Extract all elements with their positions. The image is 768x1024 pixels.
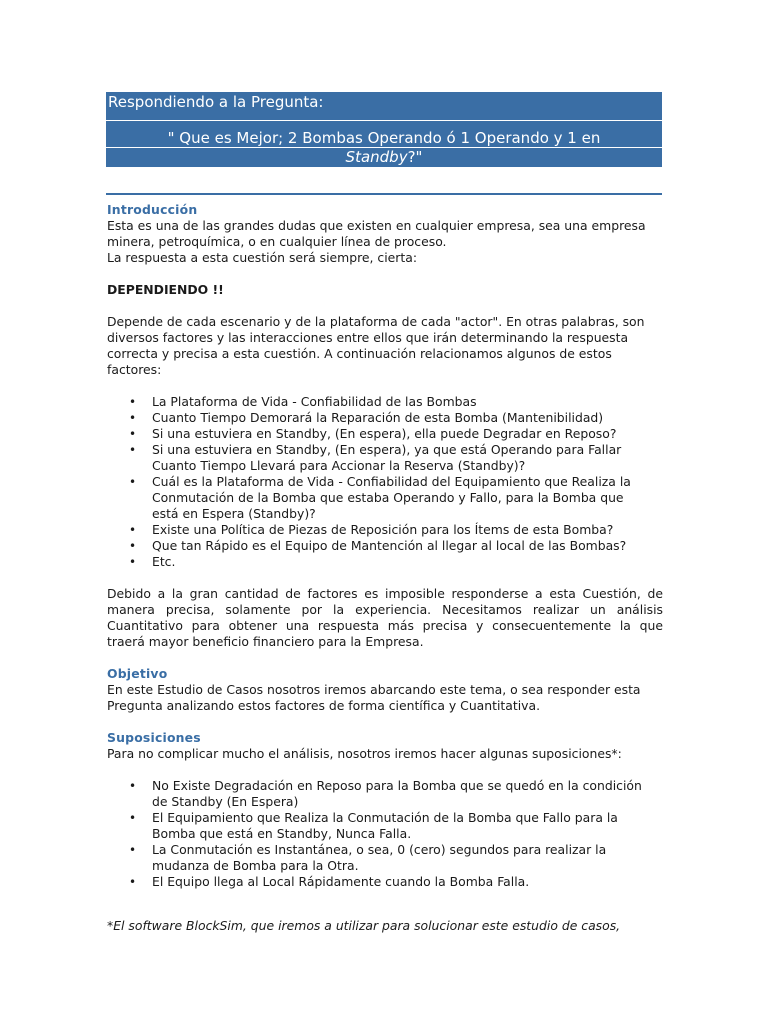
assumptions-list xyxy=(107,778,663,890)
document-body xyxy=(107,202,663,947)
section-heading-introduccion: Introducción xyxy=(107,202,198,217)
banner-line-1: Respondiendo a la Pregunta: xyxy=(108,93,324,111)
paragraph-line: Depende de cada escenario y de la plataforma de cada "actor". En otras palabras, son xyxy=(107,314,645,329)
paragraph-line: correcta y precisa a esta cuestión. A continuación relacionamos algunos de estos xyxy=(107,346,612,361)
list-item: • El Equipo llega al Local Rápidamente cuando la Bomba Falla. xyxy=(107,874,663,890)
paragraph-line: factores: xyxy=(107,362,162,377)
banner-divider xyxy=(106,147,662,148)
banner-line-3-italic: Standby xyxy=(345,148,408,166)
banner-line-2: " Que es Mejor; 2 Bombas Operando ó 1 Operando y 1 en xyxy=(167,129,601,147)
title-rule xyxy=(106,193,662,195)
emphasis-text: DEPENDIENDO !! xyxy=(107,282,224,297)
list-item: • Cuanto Tiempo Demorará la Reparación de esta Bomba (Mantenibilidad) xyxy=(107,410,663,426)
intro-line: minera, petroquímica, o en cualquier línea de proceso. xyxy=(107,234,447,249)
intro-line: La respuesta a esta cuestión será siempre, cierta: xyxy=(107,250,418,265)
banner-divider xyxy=(106,120,662,121)
list-item: • Etc. xyxy=(107,554,663,570)
list-item: • El Equipamiento que Realiza la Conmutación de la Bomba que Fallo para la Bomba que está en Standby, Nunca Falla. xyxy=(107,810,663,842)
objective-line: En este Estudio de Casos nosotros iremos abarcando este tema, o sea responder esta xyxy=(107,682,641,697)
list-item: • No Existe Degradación en Reposo para la Bomba que se quedó en la condición de Standby (En Espera) xyxy=(107,778,663,810)
list-item: • La Plataforma de Vida - Confiabilidad de las Bombas xyxy=(107,394,663,410)
objective-line: Pregunta analizando estos factores de forma científica y Cuantitativa. xyxy=(107,698,541,713)
section-heading-suposiciones: Suposiciones xyxy=(107,730,201,745)
title-banner xyxy=(106,92,662,167)
list-item: • Si una estuviera en Standby, (En espera), ella puede Degradar en Reposo? xyxy=(107,426,663,442)
list-item: • Cuál es la Plataforma de Vida - Confiabilidad del Equipamiento que Realiza la Conmutación de la Bomba que estaba Operando y Fallo, para la Bomba que está en Espera (Standby)? xyxy=(107,474,663,522)
list-item: • Si una estuviera en Standby, (En espera), ya que está Operando para Fallar Cuanto Tiempo Llevará para Accionar la Reserva (Standby)? xyxy=(107,442,663,474)
banner-line-3-rest: ?" xyxy=(407,148,423,166)
factors-list xyxy=(107,394,663,570)
assumptions-intro: Para no complicar mucho el análisis, nosotros iremos hacer algunas suposiciones*: xyxy=(107,746,622,761)
intro-line: Esta es una de las grandes dudas que existen en cualquier empresa, sea una empresa xyxy=(107,218,646,233)
paragraph-line: diversos factores y las interacciones entre ellos que irán determinando la respuesta xyxy=(107,330,629,345)
closing-paragraph: Debido a la gran cantidad de factores es imposible responderse a esta Cuestión, de manera precisa, solamente por la experiencia. Necesitamos realizar un análisis Cuantitativo para obtener una respuesta más precisa y consecuentemente la que traerá mayor beneficio financiero para la Empresa. xyxy=(107,586,663,649)
list-item: • La Conmutación es Instantánea, o sea, 0 (cero) segundos para realizar la mudanza de Bomba para la Otra. xyxy=(107,842,663,874)
footnote-text: *El software BlockSim, que iremos a utilizar para solucionar este estudio de casos, xyxy=(107,918,621,934)
section-heading-objetivo: Objetivo xyxy=(107,666,168,681)
list-item: • Existe una Política de Piezas de Reposición para los Ítems de esta Bomba? xyxy=(107,522,663,538)
list-item: • Que tan Rápido es el Equipo de Mantención al llegar al local de las Bombas? xyxy=(107,538,663,554)
banner-line-3 xyxy=(106,149,662,166)
